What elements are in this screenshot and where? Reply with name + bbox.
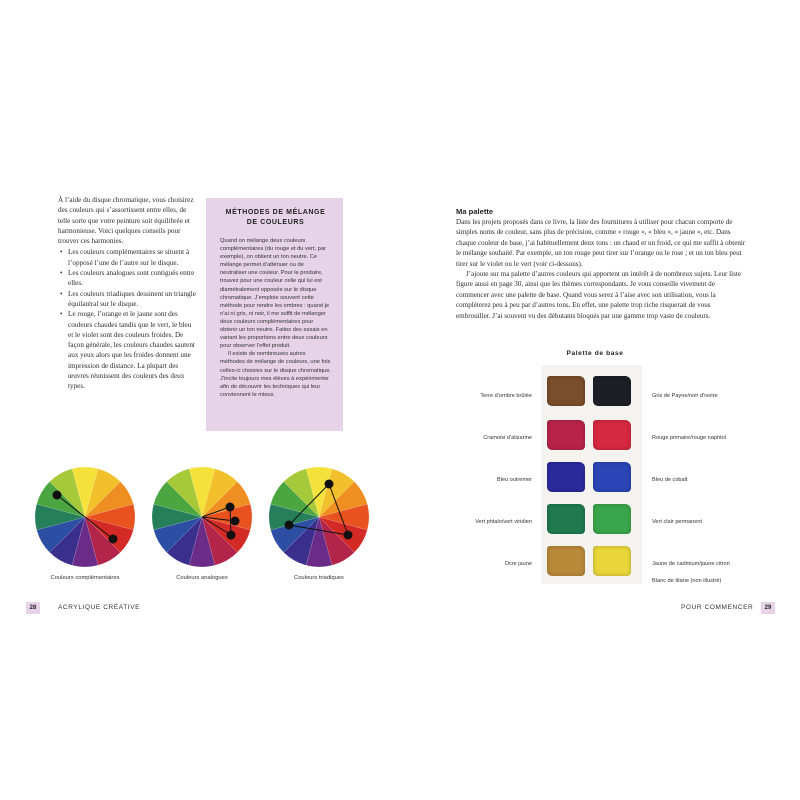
- wheel-triadic: [264, 465, 374, 581]
- swatch-label: Vert phtalo/vert viridien: [475, 519, 532, 525]
- color-wheels: [30, 465, 375, 595]
- article-paragraph-1: Dans les projets proposés dans ce livre, la liste des fournitures à utiliser pour chacun comporte de simples noms de couleur, sans plus de précision, comme « rouge », « bleu », « jaune », etc. Dans chaque couleur de base, j’ai habituellement deux tons : un chaud et un froid, ce qui me suffit à obtenir le mélange souhaité. Par exemple, un ton rouge peut tirer sur l’orange ou le rose ; et un ton bleu peut tirer sur le violet ou le vert (voir ci-dessous).: [456, 218, 746, 268]
- wheel-caption: Couleurs analogues: [176, 575, 228, 581]
- wheel-caption: Couleurs triadiques: [294, 575, 344, 581]
- swatch-right: [593, 546, 631, 576]
- swatch-left: [547, 504, 585, 534]
- swatch-right: [593, 462, 631, 492]
- wheel-complementary: [30, 465, 140, 581]
- intro-paragraph: À l’aide du disque chromatique, vous choisirez des couleurs qui s’assortissent entre elles, de telle sorte que votre peinture soit équilibrée et harmonieuse. Voici quelques conseils pour trouver ces harmonies.: [58, 196, 194, 246]
- running-title: POUR COMMENCER: [681, 604, 754, 611]
- marker-dot: [109, 535, 118, 544]
- running-title: ACRYLIQUE CRÉATIVE: [58, 604, 141, 611]
- swatch-label: Bleu de cobalt: [652, 477, 688, 483]
- intro-text: [58, 195, 198, 392]
- tips-list: [58, 247, 198, 391]
- marker-dot: [53, 491, 62, 500]
- palette-title: Palette de base: [566, 350, 624, 357]
- swatch-label: Terre d’ombre brûlée: [480, 393, 532, 399]
- swatch-label: Cramoisi d’alizarine: [483, 435, 532, 441]
- color-wheel-image: [267, 465, 371, 569]
- swatch-label: Jaune de cadmium/jaune citron: [652, 561, 730, 567]
- palette-article: [456, 206, 746, 321]
- tip-item: • Les couleurs complémentaires se situent à l’opposé l’une de l’autre sur le disque.: [58, 247, 198, 268]
- swatch-left: [547, 462, 585, 492]
- section-heading: Ma palette: [456, 207, 494, 216]
- swatch-left: [547, 376, 585, 406]
- page-number: 29: [761, 602, 775, 614]
- swatch-label: Bleu outremer: [496, 477, 532, 483]
- marker-dot: [285, 521, 294, 530]
- color-wheel-image: [33, 465, 137, 569]
- swatch-left: [547, 546, 585, 576]
- page-number: 28: [26, 602, 40, 614]
- swatch-label: Vert clair permanent: [652, 519, 703, 525]
- swatch-left: [547, 420, 585, 450]
- methods-sidebar: [206, 198, 343, 431]
- swatch-right: [593, 420, 631, 450]
- tip-item: • Le rouge, l’orange et le jaune sont des couleurs chaudes tandis que le vert, le bleu et le violet sont des couleurs froides. De façon générale, les couleurs chaudes sautent aux yeux alors que les froides donnent une impression de distance. La plupart des œuvres réunissent des couleurs des deux types.: [58, 309, 198, 391]
- marker-dot: [226, 503, 235, 512]
- marker-dot: [344, 531, 353, 540]
- tip-item: • Les couleurs analogues sont contiguës entre elles.: [58, 268, 198, 289]
- palette-swatch-card: [541, 365, 642, 584]
- swatch-right: [593, 504, 631, 534]
- tip-item: • Les couleurs triadiques dessinent un triangle équilatéral sur le disque.: [58, 289, 198, 310]
- wheel-caption: Couleurs complémentaires: [50, 575, 120, 581]
- extra-label: Blanc de titane (non illustré): [652, 578, 722, 584]
- swatch-label: Gris de Payne/noir d’ivoire: [652, 393, 718, 399]
- article-paragraph-2: J’ajoute sur ma palette d’autres couleurs qui apportent un intérêt à de nombreux sujets. Leur liste figure aussi en page 30, ainsi que les thèmes correspondants. Je vous conseille vivement de commencer avec une palette de base. Quand vous serez à l’aise avec son utilisation, vous la compléterez peu à peu par d’autres tons. En effet, une palette trop riche risquerait de vous embrouiller. J’ai souvent vu des débutants bloqués par une gamme trop vaste de couleurs.: [456, 270, 741, 320]
- methods-paragraph-2: Il existe de nombreuses autres méthodes de mélange de couleurs, une fois celles-ci choisies sur le disque chromatique. J’incite toujours mes élèves à expérimenter afin de découvrir les techniques qui leur conviennent le mieux.: [220, 351, 331, 398]
- marker-dot: [231, 517, 240, 526]
- methods-title: [220, 208, 331, 228]
- color-wheel-image: [150, 465, 254, 569]
- marker-dot: [325, 480, 334, 489]
- swatch-right: [593, 376, 631, 406]
- methods-paragraph-1: Quand on mélange deux couleurs complémentaires (du rouge et du vert, par exemple), on obtient un ton neutre. Ce mélange permet d’atténuer ou de neutraliser une couleur. Pour le produire, trouvez pour une couleur celle qui lui est diamétralement opposée sur le disque chromatique. J’emploie souvent cette méthode pour rendre les ombres : quand je n’ai ni gris, ni noir, il me suffit de mélanger deux couleurs complémentaires pour obtenir un ton neutre. Faites des essais en variant les proportions entre deux couleurs pour observer l’effet produit.: [220, 238, 330, 350]
- methods-title-line1: MÉTHODES DE MÉLANGE: [225, 209, 326, 216]
- swatch-label: Ocre jaune: [504, 561, 532, 567]
- marker-dot: [227, 531, 236, 540]
- methods-title-line2: DE COULEURS: [246, 219, 305, 226]
- swatch-label: Rouge primaire/rouge naphtol: [652, 435, 727, 441]
- wheel-analogous: [147, 465, 257, 581]
